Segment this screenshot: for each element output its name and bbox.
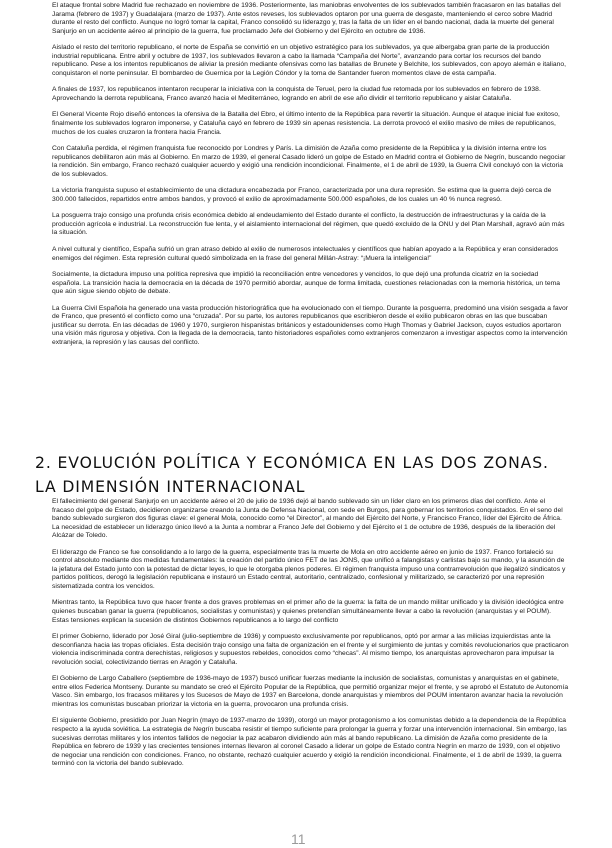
paragraph: El General Vicente Rojo diseñó entonces la ofensiva de la Batalla del Ebro, el último intento de la República para revertir la situación. Aunque el ataque inicial fue exitoso, finalmente los sublevados lograron imponerse, y Cataluña cayó en febrero de 1939 sin apenas resistencia. La derrota provocó el exilio masivo de miles de republicanos, muchos de los cuales cruzaron la frontera hacia Francia. bbox=[52, 111, 560, 136]
section-1-body bbox=[52, 2, 569, 356]
paragraph: La victoria franquista supuso el establecimiento de una dictadura encabezada por Franco, caracterizada por una dura represión. Se estima que la guerra dejó cerca de 300.000 fallecidos, repartidos entre ambos bandos, y provocó el exilio de aproximadamente 500.000 españoles, de los cuales un 40 % nunca regresó. bbox=[52, 187, 552, 203]
paragraph: A nivel cultural y científico, España sufrió un gran atraso debido al exilio de numerosos intelectuales y científicos que habían apoyado a la República y eran considerados enemigos del régimen. Esta represión cultural quedó simbolizada en la frase del general Millán-Astray: “¡Muera la inteligencia!” bbox=[52, 246, 559, 262]
paragraph: Aislado el resto del territorio republicano, el norte de España se convirtió en un objetivo estratégico para los sublevados, ya que albergaba gran parte de la producción industrial republicana. Entre abril y octubre de 1937, los sublevados llevaron a cabo la llamada “Campaña del Norte”, avanzando para cortar los recursos del bando republicano. Pese a los intentos republicanos de aliviar la presión mediante ofensivas como las batallas de Brunete y Belchite, los sublevados, con apoyo alemán e italiano, conquistaron el norte peninsular. El bombardeo de Guernica por la Legión Cóndor y la toma de Santander fueron momentos clave de esta campaña. bbox=[52, 44, 567, 77]
paragraph: La posguerra trajo consigo una profunda crisis económica debido al endeudamiento del Estado durante el conflicto, la destrucción de infraestructuras y la caída de la producción agrícola e industrial. La reconstrucción fue lenta, y el aislamiento internacional del régimen, que quedó excluido de la ONU y del Plan Marshall, agravó aún más la situación. bbox=[52, 212, 565, 237]
paragraph: A finales de 1937, los republicanos intentaron recuperar la iniciativa con la conquista de Teruel, pero la ciudad fue retomada por los sublevados en febrero de 1938. Aprovechando la derrota republicana, Franco avanzó hacia el Mediterráneo, logrando en abril de ese año dividir el territorio republicano y aislar Cataluña. bbox=[52, 86, 541, 102]
section-2-body bbox=[52, 498, 569, 777]
paragraph: El primer Gobierno, liderado por José Giral (julio-septiembre de 1936) y compuesto exclusivamente por republicanos, optó por armar a las milicias izquierdistas ante la desconfianza hacia las tropas oficiales. Esta decisión trajo consigo una falta de organización en el frente y el surgimiento de juntas y comités revolucionarios que practicaron violencia indiscriminada contra derechistas, religiosos y supuestos rebeldes, conocidos como “checas”. Al mismo tiempo, los anarquistas aprovecharon para impulsar la revolución social, colectivizando tierras en Aragón y Cataluña. bbox=[52, 633, 569, 666]
page-number: 11 bbox=[291, 831, 306, 847]
paragraph: Socialmente, la dictadura impuso una política represiva que impidió la reconciliación entre vencedores y vencidos, lo que dejó una profunda cicatriz en la sociedad española. La transición hacia la democracia en la década de 1970 permitió abordar, aunque de forma limitada, cuestiones relacionadas con la memoria histórica, un tema que aún sigue siendo objeto de debate. bbox=[52, 271, 561, 296]
paragraph: El fallecimiento del general Sanjurjo en un accidente aéreo el 20 de julio de 1936 dejó al bando sublevado sin un líder claro en los primeros días del conflicto. Ante el fracaso del golpe de Estado, decidieron organizarse creando la Junta de Defensa Nacional, con sede en Burgos, para gobernar los territorios conquistados. En el seno del bando sublevado surgieron dos figuras clave: el general Mola, conocido como “el Director”, al mando del Ejército del Norte, y Francisco Franco, líder del Ejército de África. La necesidad de establecer un liderazgo único llevó a la Junta a nombrar a Franco Jefe del Gobierno y del Ejército el 1 de octubre de 1936, después de la liberación del Alcázar de Toledo. bbox=[52, 498, 563, 540]
paragraph: Mientras tanto, la República tuvo que hacer frente a dos graves problemas en el primer año de la guerra: la falta de un mando militar unificado y la división ideológica entre quienes buscaban ganar la guerra (republicanos, socialistas y comunistas) y quienes pretendían simultáneamente llevar a cabo la revolución (anarquistas y el POUM). Estas tensiones explican la sucesión de distintos Gobiernos republicanos a lo largo del conflicto bbox=[52, 599, 564, 624]
section-2-heading: 2. EVOLUCIÓN POLÍTICA Y ECONÓMICA EN LAS DOS ZONAS. LA DIMENSIÓN INTERNACIONAL bbox=[35, 454, 549, 496]
paragraph: La Guerra Civil Española ha generado una vasta producción historiográfica que ha evolucionado con el tiempo. Durante la posguerra, predominó una visión sesgada a favor de Franco, que presentó el conflicto como una “cruzada”. Por su parte, los autores republicanos que escribieron desde el exilio publicaron obras en las que buscaban justificar su derrota. En las décadas de 1960 y 1970, surgieron hispanistas británicos y estadounidenses como Hugh Thomas y Gabriel Jackson, cuyos estudios aportaron una visión más rigurosa y objetiva. Con la llegada de la democracia, tanto historiadores españoles como extranjeros comenzaron a investigar aspectos como la intervención extranjera, la represión y las causas del conflicto. bbox=[52, 304, 568, 346]
paragraph: El Gobierno de Largo Caballero (septiembre de 1936-mayo de 1937) buscó unificar fuerzas mediante la inclusión de socialistas, comunistas y anarquistas en el gabinete, entre ellos Federica Montseny. Durante su mandato se creó el Ejército Popular de la República, que permitió organizar mejor el frente, y se aprobó el Estatuto de Autonomía Vasco. Sin embargo, los fracasos militares y los Sucesos de Mayo de 1937 en Barcelona, donde anarquistas y miembros del POUM intentaron avanzar hacia la revolución mientras los comunistas buscaban priorizar la victoria en la guerra, provocaron una profunda crisis. bbox=[52, 675, 569, 708]
paragraph: Con Cataluña perdida, el régimen franquista fue reconocido por Londres y París. La dimisión de Azaña como presidente de la República y la división interna entre los republicanos debilitaron aún más al Gobierno. En marzo de 1939, el general Casado lideró un golpe de Estado en Madrid contra el Gobierno de Negrín, buscando negociar la rendición. Sin embargo, Franco rechazó cualquier acuerdo y exigió una rendición incondicional. Finalmente, el 1 de abril de 1939, la Guerra Civil concluyó con la victoria de los sublevados. bbox=[52, 145, 566, 178]
paragraph: El ataque frontal sobre Madrid fue rechazado en noviembre de 1936. Posteriormente, las maniobras envolventes de los sublevados también fracasaron en las batallas del Jarama (febrero de 1937) y Guadalajara (marzo de 1937). Ante estos reveses, los sublevados optaron por una guerra de desgaste, manteniendo el cerco sobre Madrid durante el resto del conflicto. Aunque no logró tomar la capital, Franco consolidó su liderazgo y, tras la falta de un líder en el bando nacional, dada la muerte del general Sanjurjo en un accidente aéreo al principio de la guerra, fue proclamado Jefe del Gobierno y del Ejército en octubre de 1936. bbox=[52, 2, 561, 35]
paragraph: El liderazgo de Franco se fue consolidando a lo largo de la guerra, especialmente tras la muerte de Mola en otro accidente aéreo en junio de 1937. Franco fortaleció su control absoluto mediante dos medidas fundamentales: la creación del partido único FET de las JONS, que unificó a falangistas y carlistas bajo su mando, y la asunción de la jefatura del Estado junto con la potestad de dictar leyes, lo que le otorgaba plenos poderes. El régimen franquista impuso una contrarrevolución que ilegalizó sindicatos y partidos políticos, derogó la legislación republicana e instauró un Estado central, autoritario, centralizado, confesional y militarizado, se caracterizó por una represión sistematizada contra los vencidos. bbox=[52, 548, 566, 590]
paragraph: El siguiente Gobierno, presidido por Juan Negrín (mayo de 1937-marzo de 1939), otorgó un mayor protagonismo a los comunistas debido a la dependencia de la República respecto a la ayuda soviética. La estrategia de Negrín buscaba resistir el tiempo suficiente para prolongar la guerra y forzar una intervención internacional. Sin embargo, las sucesivas derrotas militares y los intentos fallidos de negociar la paz acabaron dividiendo aún más al bando republicano. La dimisión de Azaña como presidente de la República en febrero de 1939 y las crecientes tensiones internas llevaron al coronel Casado a liderar un golpe de Estado contra Negrín en marzo de 1939, con el objetivo de negociar una rendición con condiciones. Franco, no obstante, rechazó cualquier acuerdo y exigió la rendición incondicional. Finalmente, el 1 de abril de 1939, la guerra terminó con la victoria del bando sublevado. bbox=[52, 717, 567, 768]
